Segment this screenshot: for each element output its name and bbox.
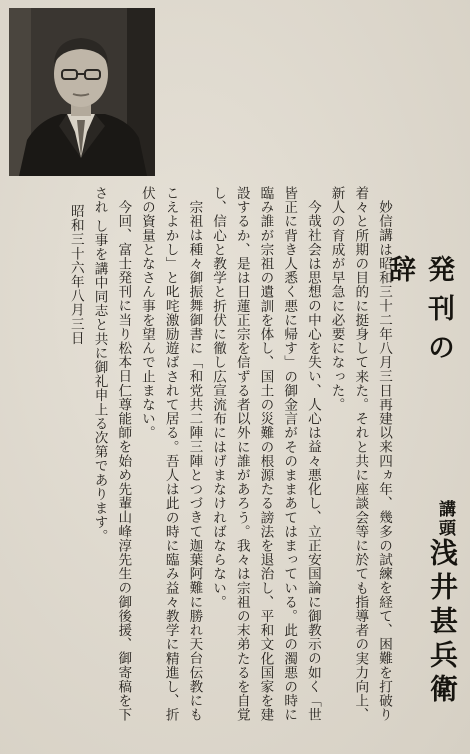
paragraph: 妙信講は昭和三十二年八月三日再建以来四ヵ年、幾多の試練を経て、困難を打破り着々と所期の目的に挺身して来た。それと共に座談会等に於ても指導者の実力向上、新人の育成が早急に必要になった。 — [328, 186, 392, 722]
paragraph: 宗祖は種々御振舞御書に「和党共二陣三陣とつづきて迦葉阿難に勝れ天台伝教にもこえよかし」と叱咤激励遊ばされて居る。吾人は此の時に臨み益々教学に精進し、折伏の資量となさん事を望んで止まない。 — [138, 186, 203, 722]
article-body — [35, 186, 395, 734]
portrait-image — [9, 8, 155, 176]
author-name: 浅井甚兵衛 — [426, 538, 459, 708]
publication-date: 昭和三十六年八月三日 — [67, 203, 84, 345]
author-credit — [422, 500, 462, 740]
paragraph: 今哉社会は思想の中心を失い、人心は益々悪化し、立正安国論に御教示の如く「世皆正に背き人悉く悪に帰す」の御金言がそのままあてはまっている。此の濁悪の時に臨み誰が宗祖の遺訓を体し、国土の災難の根源たる謗法を退治し、平和文化国家を建設するか、是は日蓮正宗を信ずる者以外に誰があろう。我々は宗祖の末弟たるを自覚し、信心と教学と折伏に徹し広宣流布にはげまなければならない。 — [210, 186, 321, 722]
author-portrait-photo — [9, 8, 155, 176]
paragraph: 今回、富士発刊に当り松本日仁尊能師を始め先輩山峰淳先生の御後援、御寄稿を下され し事を講中同志と共に御礼申上る次第であります。 — [91, 186, 132, 722]
article-title: 発刊の辞 — [384, 255, 454, 372]
author-role: 講頭 — [435, 500, 455, 538]
